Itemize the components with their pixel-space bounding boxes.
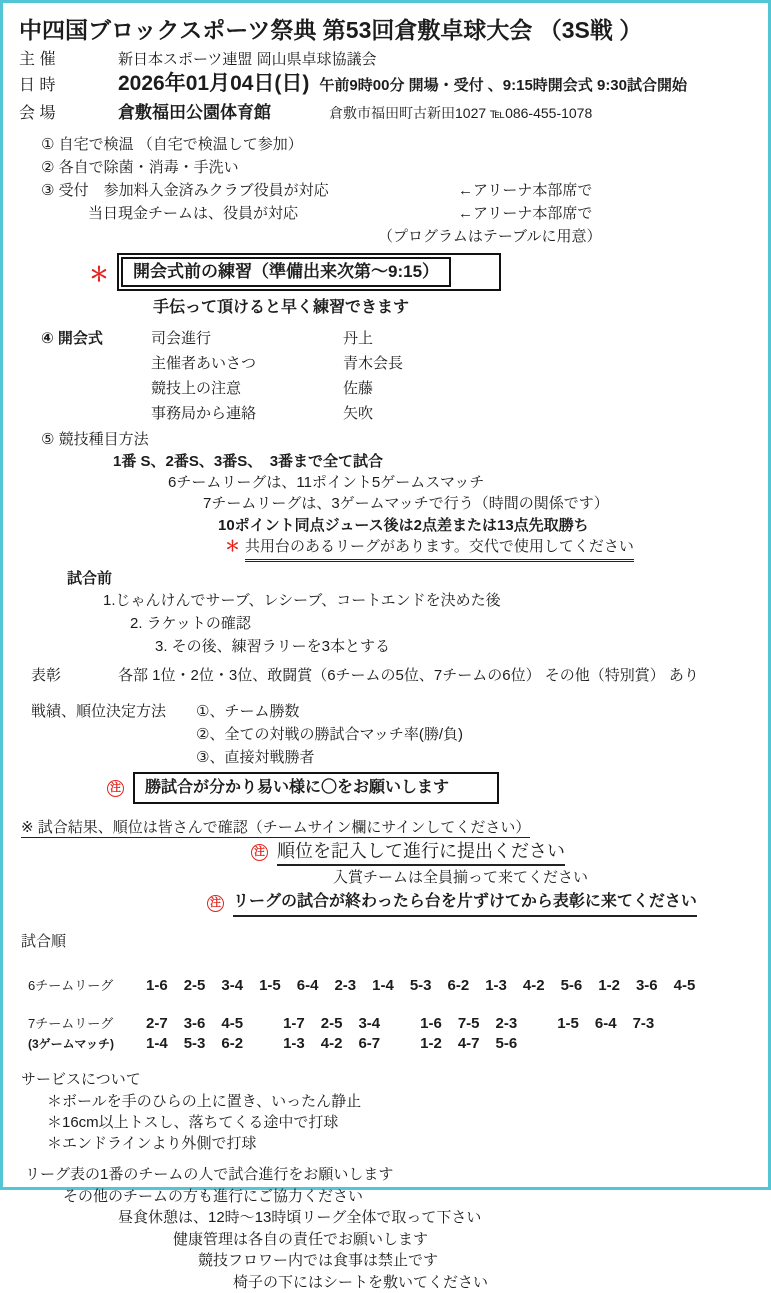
opening-role: 司会進行	[151, 326, 343, 351]
match-pair: 1-4	[372, 977, 394, 994]
six-team-pairs	[146, 977, 695, 994]
match-pair: 1-6	[146, 977, 168, 994]
venue-name: 倉敷福田公園体育館	[118, 100, 271, 125]
ranking-item-2: ②、全ての対戦の勝試合マッチ率(勝/負)	[196, 723, 768, 746]
red-asterisk-icon: ＊	[225, 536, 240, 558]
ranking-method-label: 戦績、順位決定方法	[31, 700, 196, 723]
notices-section	[3, 133, 768, 248]
match-pair: 2-3	[496, 1014, 518, 1034]
results-confirm-line	[21, 816, 768, 839]
notice-item-3b	[88, 202, 768, 225]
opening-person: 矢吹	[343, 401, 373, 426]
ranking-item-3: ③、直接対戦勝者	[196, 746, 768, 769]
match-pair: 1-2	[598, 977, 620, 994]
match-pair: 4-2	[523, 977, 545, 994]
before-match-heading: 試合前	[67, 567, 768, 590]
match-pair: 1-7	[283, 1014, 305, 1034]
awards-text: 各部 1位・2位・3位、敢闘賞（6チームの5位、7チームの6位） その他（特別賞） あり	[118, 664, 699, 688]
note-circle-icon: 注	[207, 895, 224, 912]
footer-line-5: 競技フロワー内では食事は禁止です	[198, 1250, 768, 1272]
footer-line-4: 健康管理は各自の責任でお願いします	[173, 1229, 768, 1251]
before-match-section	[3, 567, 768, 658]
service-section	[3, 1069, 768, 1154]
service-heading: サービスについて	[21, 1069, 768, 1091]
practice-box	[117, 253, 501, 291]
winners-attend-line: 入賞チームは全員揃って来てください	[333, 866, 768, 889]
results-section	[3, 816, 768, 917]
notice-item-1: ① 自宅で検温 （自宅で検温して参加）	[41, 133, 768, 156]
opening-role: 競技上の注意	[151, 376, 343, 401]
footer-line-6: 椅子の下にはシートを敷いてください	[233, 1272, 768, 1293]
footer-line-1: リーグ表の1番のチームの人で試合進行をお願いします	[25, 1164, 768, 1186]
venue-address: 倉敷市福田町古新田1027 ℡086-455-1078	[329, 101, 592, 126]
match-pair: 5-6	[496, 1034, 518, 1054]
before-match-step-3: 3. その後、練習ラリーを3本とする	[155, 635, 768, 658]
opening-row	[151, 401, 768, 426]
opening-person: 佐藤	[343, 376, 373, 401]
match-pair: 2-5	[184, 977, 206, 994]
page-title: 中四国ブロックスポーツ祭典 第53回倉敷卓球大会 （3S戦 ）	[19, 15, 768, 45]
notice-item-3	[41, 179, 768, 202]
awards-row	[31, 664, 768, 688]
ranking-section	[3, 700, 768, 804]
match-pair: 3-6	[184, 1014, 206, 1034]
match-pair: 5-3	[184, 1034, 206, 1054]
shared-table-note: 共用台のあるリーグがあります。交代で使用してください	[245, 536, 634, 562]
match-pair: 3-4	[221, 977, 243, 994]
cleanup-note-row	[207, 890, 768, 917]
organizer-label: 主 催	[19, 49, 118, 70]
match-pair: 1-6	[420, 1014, 442, 1034]
notice-item-3-text: ③ 受付 参加料入金済みクラブ役員が対応	[41, 182, 329, 199]
venue-label: 会 場	[19, 101, 118, 126]
match-pair: 4-7	[458, 1034, 480, 1054]
note-circle-icon: 注	[251, 844, 268, 861]
match-pair: 6-2	[221, 1034, 243, 1054]
venue-row	[19, 100, 768, 126]
opening-row	[151, 376, 768, 401]
match-pair: 5-6	[561, 977, 583, 994]
match-order-heading: 試合順	[21, 931, 768, 953]
seven-team-league-block	[3, 1014, 768, 1054]
awards-label: 表彰	[31, 664, 118, 688]
opening-person: 丹上	[343, 326, 373, 351]
match-pair: 6-4	[595, 1014, 617, 1034]
seven-team-label: 7チームリーグ	[28, 1014, 146, 1034]
notice-item-3b-text: 当日現金チームは、役員が対応	[88, 205, 298, 222]
date-label: 日 時	[19, 72, 118, 100]
match-pair: 2-3	[334, 977, 356, 994]
match-pair: 4-5	[221, 1014, 243, 1034]
footer-notes	[3, 1164, 768, 1293]
match-pair: 2-5	[321, 1014, 343, 1034]
match-pair: 2-7	[146, 1014, 168, 1034]
opening-row	[3, 326, 768, 351]
match-pair: 1-5	[259, 977, 281, 994]
opening-person: 青木会長	[343, 351, 403, 376]
service-rule-1: ＊ボールを手のひらの上に置き、いったん静止	[47, 1091, 768, 1112]
seven-team-row-1	[146, 1014, 654, 1034]
footer-line-3: 昼食休憩は、12時～13時頃リーグ全体で取って下さい	[118, 1207, 768, 1229]
match-pair: 7-3	[633, 1014, 655, 1034]
service-rule-3: ＊エンドラインより外側で打球	[47, 1133, 768, 1154]
date-row	[19, 70, 768, 100]
notice-item-2: ② 各自で除菌・消毒・手洗い	[41, 156, 768, 179]
rules-section	[3, 429, 768, 562]
match-pair: 3-6	[636, 977, 658, 994]
footer-line-2: その他のチームの方も進行にご協力ください	[63, 1186, 768, 1208]
match-pair: 1-2	[420, 1034, 442, 1054]
win-mark-note-row	[107, 772, 768, 804]
seven-team-labels	[28, 1014, 146, 1054]
practice-row	[89, 253, 768, 291]
match-pair: 4-5	[674, 977, 696, 994]
organizer-row	[19, 49, 768, 70]
match-pair: 1-3	[283, 1034, 305, 1054]
opening-ceremony-section	[3, 326, 768, 426]
match-pair: 4-2	[321, 1034, 343, 1054]
opening-role: 主催者あいさつ	[151, 351, 343, 376]
before-match-step-1: 1.じゃんけんでサーブ、レシーブ、コートエンドを決めた後	[103, 590, 768, 612]
shared-table-note-row	[225, 536, 768, 562]
practice-help-note: 手伝って頂けると早く練習できます	[153, 296, 768, 320]
rules-line-2: 6チームリーグは、11ポイント5ゲームスマッチ	[168, 472, 768, 493]
rules-line-4: 10ポイント同点ジュース後は2点差または13点先取勝ち	[218, 515, 768, 536]
seven-team-row-2	[146, 1034, 654, 1054]
rules-heading: ⑤ 競技種目方法	[41, 429, 768, 451]
ranking-method-row	[31, 700, 768, 723]
service-rule-2: ＊16cm以上トスし、落ちてくる途中で打球	[47, 1112, 768, 1133]
match-pair: 6-7	[358, 1034, 380, 1054]
opening-heading: ④ 開会式	[41, 326, 151, 351]
date-value: 2026年01月04日(日)	[118, 70, 309, 98]
date-detail: 午前9時00分 開場・受付 、9:15時開会式 9:30試合開始	[319, 72, 687, 100]
submit-ranking-text: 順位を記入して進行に提出ください	[277, 839, 565, 866]
six-team-label: 6チームリーグ	[28, 975, 146, 994]
rules-line-1: 1番 S、2番S、3番S、 3番まで全て試合	[113, 451, 768, 472]
cleanup-note-text: リーグの試合が終わったら台を片ずけてから表彰に来てください	[233, 890, 697, 917]
match-pair: 6-4	[297, 977, 319, 994]
match-pair: 1-5	[557, 1014, 579, 1034]
match-pair: 1-4	[146, 1034, 168, 1054]
arena-note-1: ←アリーナ本部席で	[458, 179, 592, 202]
win-mark-note-box: 勝試合が分かり易い様に〇をお願いします	[133, 772, 499, 804]
match-pair: 5-3	[410, 977, 432, 994]
practice-box-text: 開会式前の練習（準備出来次第～9:15）	[121, 257, 451, 287]
opening-row	[151, 351, 768, 376]
seven-team-sublabel: (3ゲームマッチ)	[28, 1034, 146, 1054]
program-note: （プログラムはテーブルに用意）	[378, 225, 768, 248]
arena-note-2: ←アリーナ本部席で	[458, 202, 592, 225]
ranking-item-1: ①、チーム勝数	[196, 700, 299, 723]
seven-team-rows	[146, 1014, 654, 1054]
note-circle-icon: 注	[107, 780, 124, 797]
before-match-step-2: 2. ラケットの確認	[130, 612, 768, 635]
red-asterisk-icon: ＊	[89, 258, 109, 287]
match-pair: 7-5	[458, 1014, 480, 1034]
submit-ranking-row	[251, 839, 768, 866]
rules-line-3: 7チームリーグは、3ゲームマッチで行う（時間の関係です）	[203, 493, 768, 515]
match-pair: 1-3	[485, 977, 507, 994]
opening-role: 事務局から連絡	[151, 401, 343, 426]
six-team-league-row	[3, 975, 768, 994]
results-confirm-text: ※ 試合結果、順位は皆さんで確認（チームサイン欄にサインしてください）	[21, 819, 530, 838]
match-pair: 6-2	[448, 977, 470, 994]
match-pair: 3-4	[358, 1014, 380, 1034]
organizer-value: 新日本スポーツ連盟 岡山県卓球協議会	[118, 49, 377, 70]
